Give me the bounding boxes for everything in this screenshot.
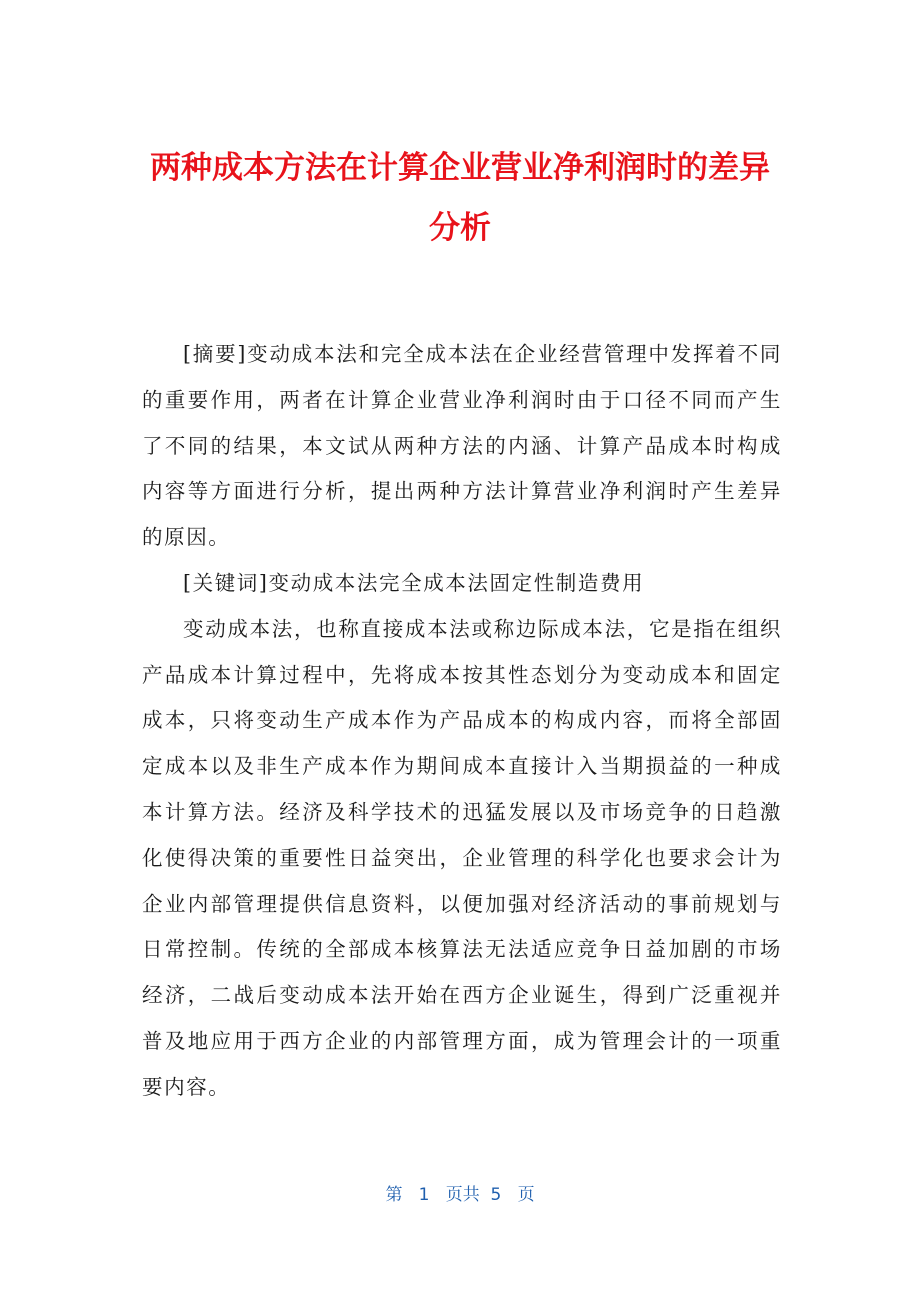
abstract-paragraph: [摘要]变动成本法和完全成本法在企业经营管理中发挥着不同的重要作用，两者在计算企业营业净利润时由于口径不同而产生了不同的结果，本文试从两种方法的内涵、计算产品成本时构成内容等方面进行分析，提出两种方法计算营业净利润时产生差异的原因。 [142, 342, 782, 550]
footer-total-pages: 5 [490, 1185, 502, 1205]
footer-middle: 页共 [445, 1185, 480, 1205]
keywords-paragraph: [关键词]变动成本法完全成本法固定性制造费用 [183, 570, 645, 595]
document-title: 两种成本方法在计算企业营业净利润时的差异分析 [150, 150, 770, 246]
footer-current-page: 1 [418, 1185, 430, 1205]
footer-suffix: 页 [517, 1185, 535, 1205]
body-paragraph: 变动成本法，也称直接成本法或称边际成本法，它是指在组织产品成本计算过程中，先将成本按其性态划分为变动成本和固定成本，只将变动生产成本作为产品成本的构成内容，而将全部固定成本以及非生产成本作为期间成本直接计入当期损益的一种成本计算方法。经济及科学技术的迅猛发展以及市场竞争的日趋激化使得决策的重要性日益突出，企业管理的科学化也要求会计为企业内部管理提供信息资料，以便加强对经济活动的事前规划与日常控制。传统的全部成本核算法无法适应竞争日益加剧的市场经济，二战后变动成本法开始在西方企业诞生，得到广泛重视并普及地应用于西方企业的内部管理方面，成为管理会计的一项重要内容。 [142, 616, 782, 1099]
footer-prefix: 第 [385, 1185, 403, 1205]
page-footer [0, 1183, 920, 1207]
document-body [142, 332, 782, 1111]
